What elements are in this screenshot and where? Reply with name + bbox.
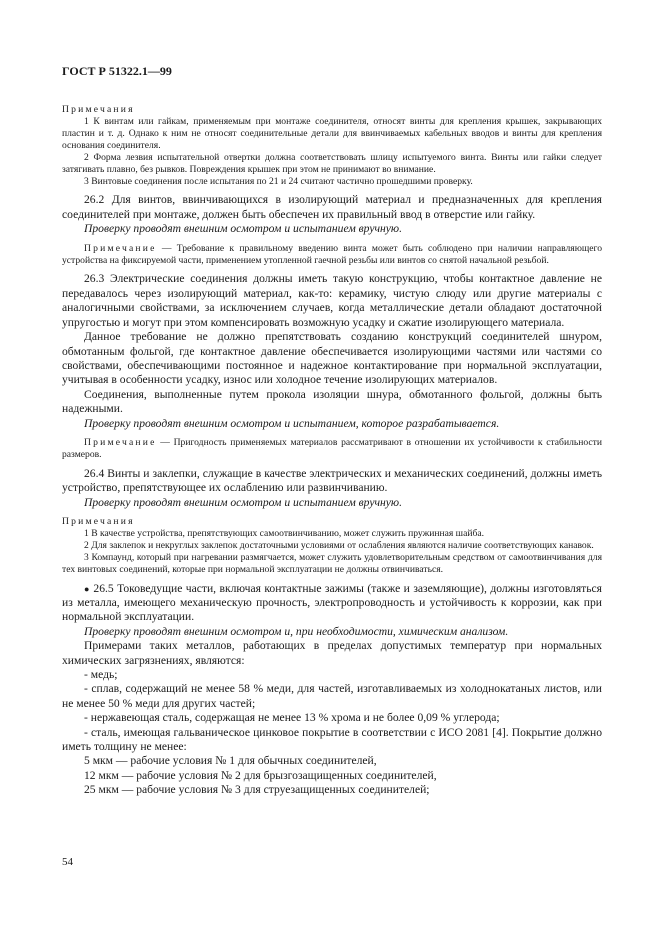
inline-note (62, 243, 602, 267)
marked-paragraph (62, 582, 602, 625)
body-paragraph: 12 мкм — рабочие условия № 2 для брызгозащищенных соединителей, (84, 768, 437, 782)
note-text: — Требование к правильному введению винта может быть соблюдено при наличии направляющего устройства на фиксируемой части, применением утопленной гаечной резьбы или винтов со снятой начальной резьбой. (62, 242, 602, 266)
note-text: — Пригодность применяемых материалов рассматривают в отношении их устойчивости к стабильности размеров. (62, 436, 602, 460)
inline-note (62, 437, 602, 461)
body-paragraph: - медь; (84, 668, 118, 682)
body-paragraph: 5 мкм — рабочие условия № 1 для обычных соединителей, (84, 754, 377, 768)
note-item: 1 В качестве устройства, препятствующих самоотвинчиванию, может служить пружинная шайба. (84, 527, 484, 539)
body-paragraph: 26.2 Для винтов, ввинчивающихся в изолирующий материал и предназначенных для крепления соединителей при монтаже, должен быть обеспечен их правильный ввод в отверстие или гайку. (62, 193, 602, 221)
note-label: Примечание (84, 242, 157, 254)
body-paragraph: 26.4 Винты и заклепки, служащие в качестве электрических и механических соединений, должны иметь устройство, препятствующее их ослаблению или развинчиванию. (62, 466, 602, 495)
body-paragraph: - сталь, имеющая гальваническое цинковое покрытие в соответствии с ИСО 2081 [4]. Покрытие должно иметь толщину не менее: (62, 725, 602, 754)
body-paragraph: - сплав, содержащий не менее 58 % меди, для частей, изготавливаемых из холоднокатаных листов, или не менее 50 % меди для других частей; (62, 682, 602, 710)
note-item: 2 Форма лезвия испытательной отвертки должна соответствовать шлицу испытуемого винта. Винты или гайки следует затягивать плавно, без рывков. Повреждения крышек при этом не принимают во внимание. (62, 151, 602, 175)
document-header: ГОСТ Р 51322.1—99 (62, 64, 172, 78)
note-item: 3 Винтовые соединения после испытания по 21 и 24 считают частично прошедшими проверку. (84, 175, 473, 187)
check-method-note: Проверку проводят внешним осмотром и, при необходимости, химическим анализом. (84, 624, 509, 638)
document-page (62, 64, 602, 798)
body-paragraph: Примерами таких металлов, работающих в пределах допустимых температур при нормальных химических загрязнениях, являются: (62, 639, 602, 667)
page-number: 54 (62, 856, 73, 868)
check-method-note: Проверку проводят внешним осмотром и испытанием вручную. (84, 222, 402, 236)
note-item: 3 Компаунд, который при нагревании размягчается, может служить удовлетворительным средством от самоотвинчивания для тех винтовых соединений, которые при нормальной эксплуатации не должны отвинчиваться. (62, 551, 602, 575)
change-marker-icon: ● (84, 583, 90, 594)
body-paragraph: 26.3 Электрические соединения должны иметь такую конструкцию, чтобы контактное давление не передавалось через изолирующий материал, как-то: керамику, чистую слюду или другие материалы с аналогичными свойствами, за исключением случаев, когда металлические детали обладают достаточной упругостью и могут при этом компенсировать возможную усадку и сжатие изолирующего материала. (62, 272, 602, 329)
body-paragraph: Соединения, выполненные путем прокола изоляции шнура, обмотанного фольгой, должны быть надежными. (62, 387, 602, 416)
check-method-note: Проверку проводят внешним осмотром и испытанием вручную. (84, 495, 402, 509)
paragraph-text: 26.5 Токоведущие части, включая контактные зажимы (также и заземляющие), должны изготовляться из металла, имеющего механическую прочность, электропроводность и устойчивость к коррозии, как при нормальной эксплуатации. (62, 581, 602, 624)
body-paragraph: Данное требование не должно препятствовать созданию конструкций соединителей шнуром, обмотанным фольгой, где контактное давление обеспечивается изолирующими частями или частями со свойствами, обеспечивающими постоянное и надежное контактирование при нормальной эксплуатации, учитывая в особенности усадку, износ или холодное течение изолирующих материалов. (62, 330, 602, 387)
document-body (62, 104, 602, 798)
body-paragraph: - нержавеющая сталь, содержащая не менее 13 % хрома и не более 0,09 % углерода; (84, 711, 500, 725)
check-method-note: Проверку проводят внешним осмотром и испытанием, которое разрабатывается. (84, 416, 500, 430)
notes-heading: Примечания (62, 104, 135, 115)
body-paragraph: 25 мкм — рабочие условия № 3 для струезащищенных соединителей; (84, 783, 430, 797)
note-item: 2 Для заклепок и некруглых заклепок достаточными условиями от ослабления являются наличие соответствующих канавок. (84, 539, 594, 551)
note-item: 1 К винтам или гайкам, применяемым при монтаже соединителя, относят винты для крепления крышек, закрывающих пластин и т. д. Однако к ним не относят соединительные детали для ввинчиваемых кабельных вводов и винты для крепления основания соединителя. (62, 116, 602, 151)
note-label: Примечание (84, 436, 157, 448)
notes-heading: Примечания (62, 515, 135, 527)
